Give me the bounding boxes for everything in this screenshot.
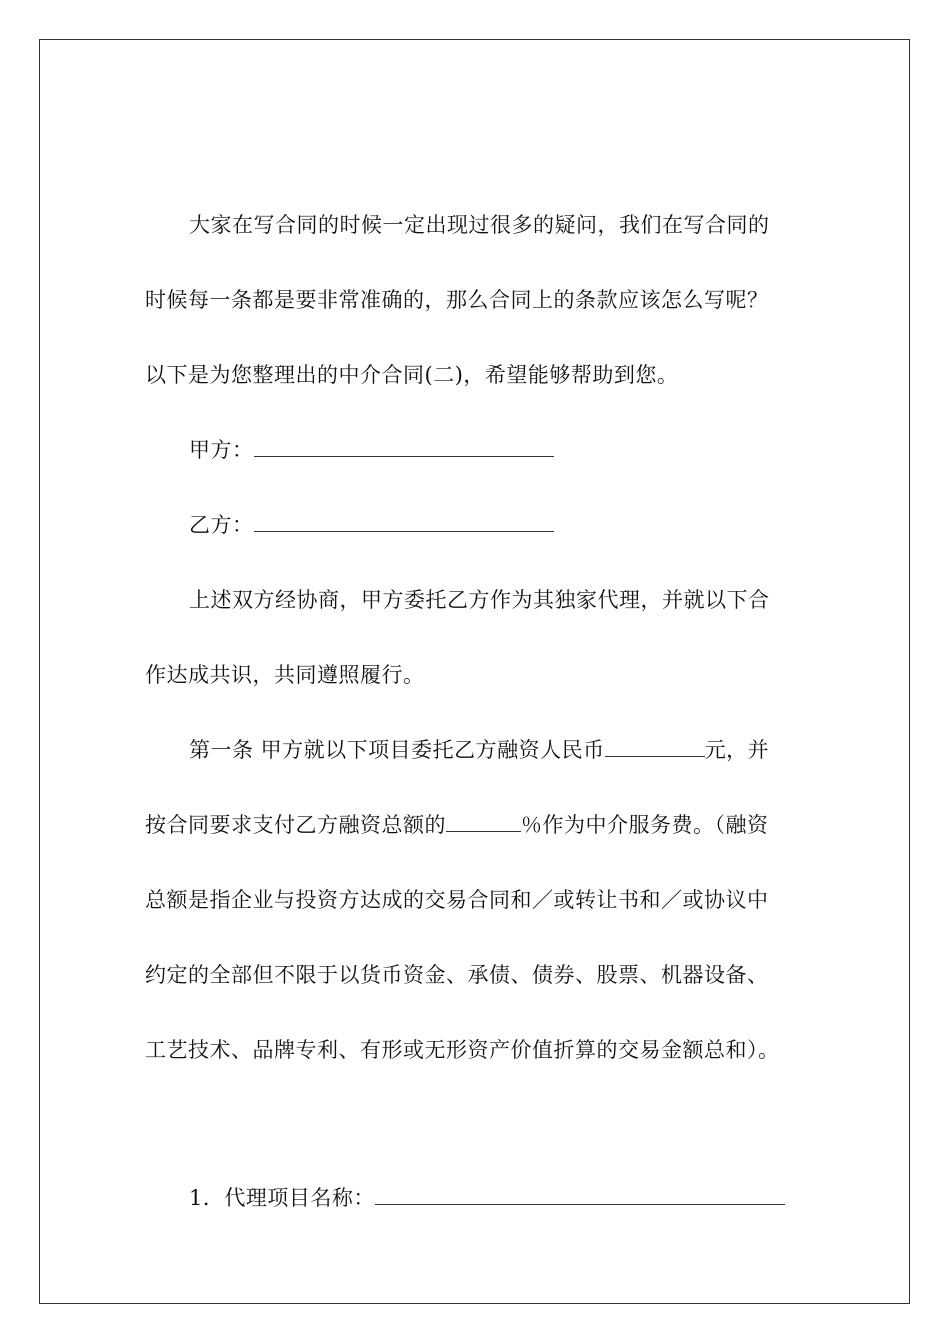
article1-line-5: 工艺技术、品牌专利、有形或无形资产价值折算的交易金额总和）。 bbox=[145, 1038, 780, 1062]
article1-line-1-suffix: 元，并 bbox=[704, 738, 770, 762]
party-b-label: 乙方： bbox=[189, 513, 254, 537]
party-a-label: 甲方： bbox=[189, 438, 254, 462]
project-name-blank[interactable] bbox=[375, 1186, 785, 1205]
item1-row bbox=[189, 1185, 785, 1211]
intro-line-1: 大家在写合同的时候一定出现过很多的疑问，我们在写合同的 bbox=[189, 213, 770, 237]
article1-line-1 bbox=[189, 737, 769, 763]
intro-line-3: 以下是为您整理出的中介合同(二)，希望能够帮助到您。 bbox=[145, 363, 679, 387]
article1-line-2 bbox=[145, 812, 769, 838]
service-fee-percent-blank[interactable] bbox=[446, 813, 521, 832]
article1-line-1-prefix: 第一条 甲方就以下项目委托乙方融资人民币 bbox=[189, 738, 605, 762]
article1-line-2-suffix: ％作为中介服务费。（融资 bbox=[521, 813, 769, 837]
item1-label: 1．代理项目名称： bbox=[189, 1186, 375, 1210]
agreement-line-2: 作达成共识，共同遵照履行。 bbox=[145, 663, 425, 687]
party-b-row bbox=[189, 512, 554, 538]
party-b-blank[interactable] bbox=[254, 513, 554, 532]
party-a-row bbox=[189, 437, 554, 463]
intro-line-2: 时候每一条都是要非常准确的，那么合同上的条款应该怎么写呢？ bbox=[145, 288, 769, 312]
article1-line-3: 总额是指企业与投资方达成的交易合同和／或转让书和／或协议中 bbox=[145, 888, 769, 912]
financing-amount-blank[interactable] bbox=[605, 738, 705, 757]
article1-line-2-prefix: 按合同要求支付乙方融资总额的 bbox=[145, 813, 446, 837]
article1-line-4: 约定的全部但不限于以货币资金、承债、债券、股票、机器设备、 bbox=[145, 963, 769, 987]
party-a-blank[interactable] bbox=[254, 438, 554, 457]
agreement-line-1: 上述双方经协商，甲方委托乙方作为其独家代理，并就以下合 bbox=[189, 588, 770, 612]
